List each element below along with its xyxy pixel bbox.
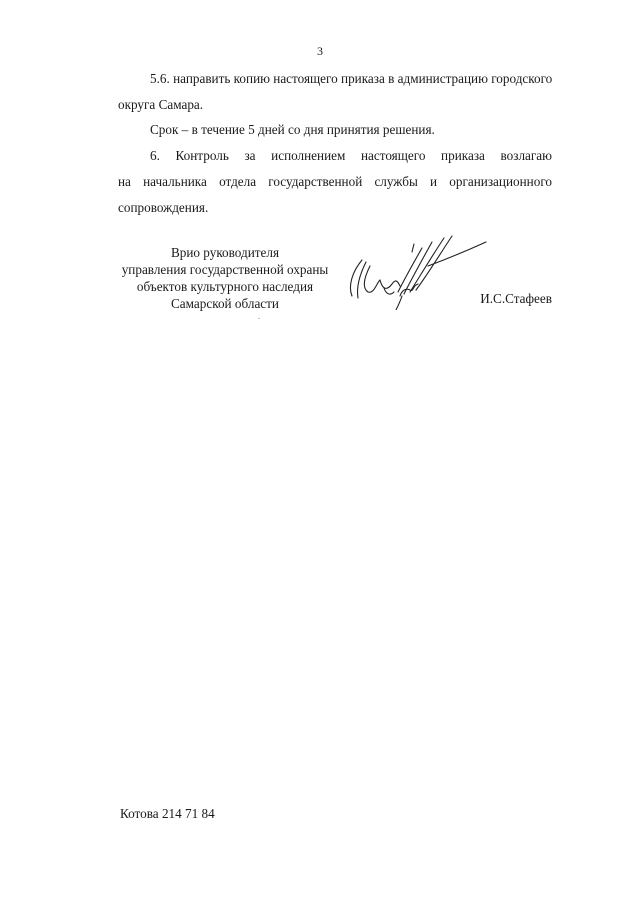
scan-speck [258, 318, 260, 319]
paragraph-item-5-6 [118, 66, 552, 118]
paragraph-line: на начальника отдела государственной службы и организационного [118, 174, 552, 189]
paragraph-line: 6. Контроль за исполнением настоящего приказа возлагаю [150, 148, 552, 163]
executor-contact: Котова 214 71 84 [120, 806, 215, 821]
paragraph-deadline [118, 117, 552, 143]
paragraph-line: Срок – в течение 5 дней со дня принятия решения. [150, 122, 435, 137]
signatory-name: И.С.Стафеев [480, 291, 552, 306]
position-line: управления государственной охраны [121, 262, 329, 277]
position-line: Самарской области [171, 296, 279, 311]
paragraph-line: округа Самара. [118, 97, 204, 112]
page-number: 3 [317, 44, 323, 58]
paragraph-item-6 [118, 143, 552, 221]
position-line: объектов культурного наследия [136, 279, 314, 294]
signatory-position [108, 244, 342, 312]
position-line: Врио руководителя [170, 245, 280, 260]
paragraph-line: 5.6. направить копию настоящего приказа в администрацию городского [150, 71, 553, 86]
paragraph-line: сопровождения. [118, 200, 209, 215]
handwritten-signature [340, 230, 490, 310]
